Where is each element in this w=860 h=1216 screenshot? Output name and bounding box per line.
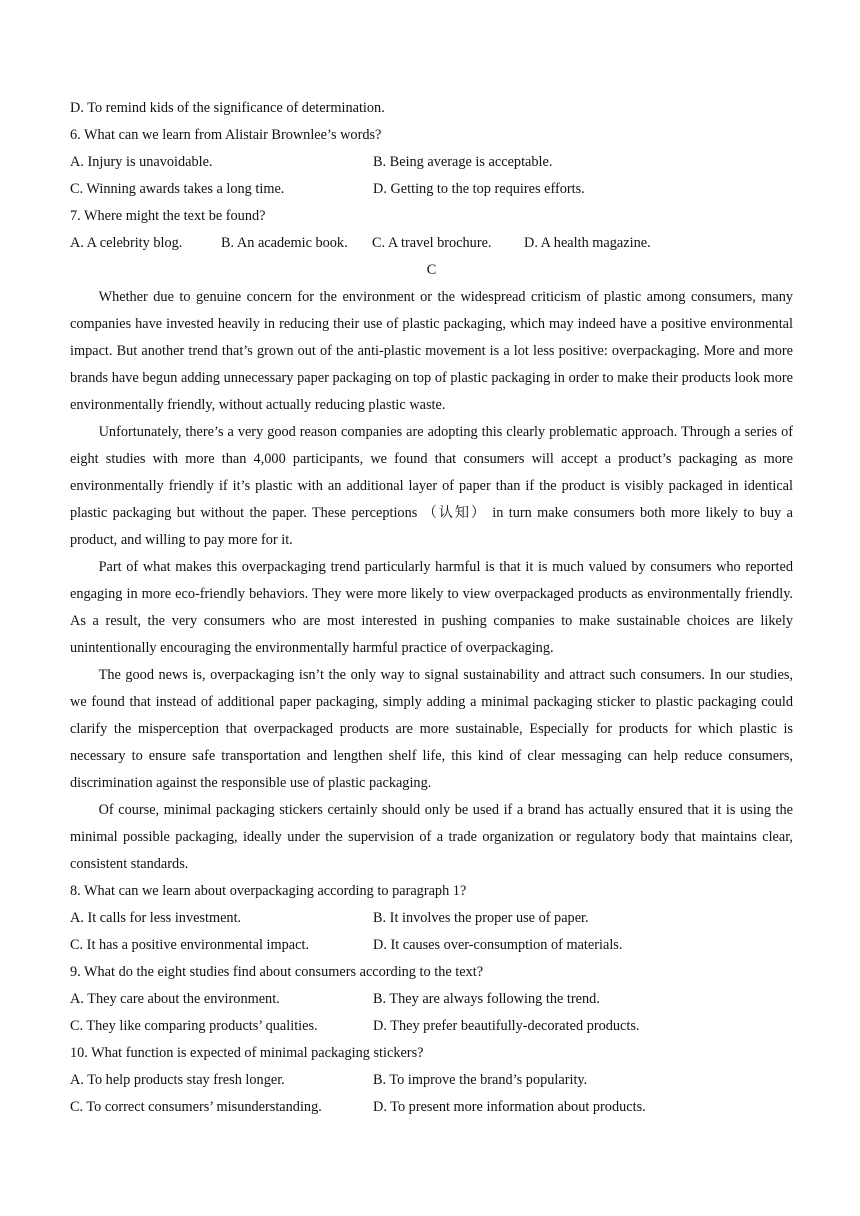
q10-options-row-1 — [70, 1067, 793, 1094]
q9-option-d: D. They prefer beautifully-decorated products. — [373, 1018, 640, 1034]
q6-options-row-2 — [70, 176, 793, 203]
q6-question: 6. What can we learn from Alistair Brownlee’s words? — [70, 127, 382, 143]
q9-option-c: C. They like comparing products’ qualities. — [70, 1018, 318, 1034]
q10-option-d: D. To present more information about products. — [373, 1099, 646, 1115]
passage-paragraph-3: Part of what makes this overpackaging trend particularly harmful is that it is much valued by consumers who reported engaging in more eco-friendly behaviors. They were more likely to view overpackaged products as environmentally friendly. As a result, the very consumers who are most interested in pushing companies to make sustainable choices are likely unintentionally encouraging the environmentally harmful practice of overpackaging. — [70, 559, 793, 656]
section-heading: C — [426, 262, 437, 278]
q8-option-c: C. It has a positive environmental impact. — [70, 937, 310, 953]
passage-paragraph-5: Of course, minimal packaging stickers certainly should only be used if a brand has actually ensured that it is using the minimal possible packaging, ideally under the supervision of a trade organization or regulatory body that maintains clear, consistent standards. — [70, 802, 793, 872]
document-page — [70, 95, 793, 1121]
q10-options-row-2 — [70, 1094, 793, 1121]
q7-option-b: B. An academic book. — [221, 235, 348, 251]
q8-options-row-2 — [70, 932, 793, 959]
q8-question: 8. What can we learn about overpackaging according to paragraph 1? — [70, 883, 467, 899]
q7-option-c: C. A travel brochure. — [372, 235, 492, 251]
q10-question: 10. What function is expected of minimal packaging stickers? — [70, 1045, 424, 1061]
q6-option-a: A. Injury is unavoidable. — [70, 154, 213, 170]
q10-option-c: C. To correct consumers’ misunderstanding. — [70, 1099, 322, 1115]
q9-options-row-2 — [70, 1013, 793, 1040]
q9-option-b: B. They are always following the trend. — [373, 991, 600, 1007]
q7-option-a: A. A celebrity blog. — [70, 235, 183, 251]
q7-option-d: D. A health magazine. — [524, 235, 651, 251]
q9-options-row-1 — [70, 986, 793, 1013]
q10-option-a: A. To help products stay fresh longer. — [70, 1072, 285, 1088]
q8-option-b: B. It involves the proper use of paper. — [373, 910, 589, 926]
q6-option-b: B. Being average is acceptable. — [373, 154, 553, 170]
q9-question: 9. What do the eight studies find about consumers according to the text? — [70, 964, 484, 980]
q10-option-b: B. To improve the brand’s popularity. — [373, 1072, 588, 1088]
q8-options-row-1 — [70, 905, 793, 932]
q6-options-row-1 — [70, 149, 793, 176]
q8-option-a: A. It calls for less investment. — [70, 910, 242, 926]
q7-question: 7. Where might the text be found? — [70, 208, 266, 224]
passage-paragraph-2: Unfortunately, there’s a very good reason companies are adopting this clearly problematic approach. Through a series of eight studies with more than 4,000 participants, we found that consumers will accept a product’s packaging as more environmentally friendly if it’s plastic with an additional layer of paper than if the product is visibly packaged in identical plastic packaging but without the paper. These perceptions （认知） in turn make consumers both more likely to buy a product, and willing to pay more for it. — [70, 424, 793, 548]
q6-option-d: D. Getting to the top requires efforts. — [373, 181, 585, 197]
q9-option-a: A. They care about the environment. — [70, 991, 280, 1007]
passage-paragraph-4: The good news is, overpackaging isn’t the only way to signal sustainability and attract such consumers. In our studies, we found that instead of additional paper packaging, simply adding a minimal packaging sticker to plastic packaging could clarify the misperception that overpackaged products are more sustainable, Especially for products for which plastic is necessary to ensure safe transportation and lengthen shelf life, this kind of clear messaging can help reduce consumers, discrimination against the responsible use of plastic packaging. — [70, 667, 793, 791]
q6-option-c: C. Winning awards takes a long time. — [70, 181, 285, 197]
passage-paragraph-1: Whether due to genuine concern for the environment or the widespread criticism of plastic among consumers, many companies have invested heavily in reducing their use of plastic packaging, which may indeed have a positive environmental impact. But another trend that’s grown out of the anti-plastic movement is a lot less positive: overpackaging. More and more brands have begun adding unnecessary paper packaging on top of plastic packaging in order to make their products look more environmentally friendly, without actually reducing plastic waste. — [70, 289, 793, 413]
q5-option-d: D. To remind kids of the significance of determination. — [70, 100, 385, 116]
q7-options-row — [70, 230, 793, 257]
q8-option-d: D. It causes over-consumption of materials. — [373, 937, 623, 953]
